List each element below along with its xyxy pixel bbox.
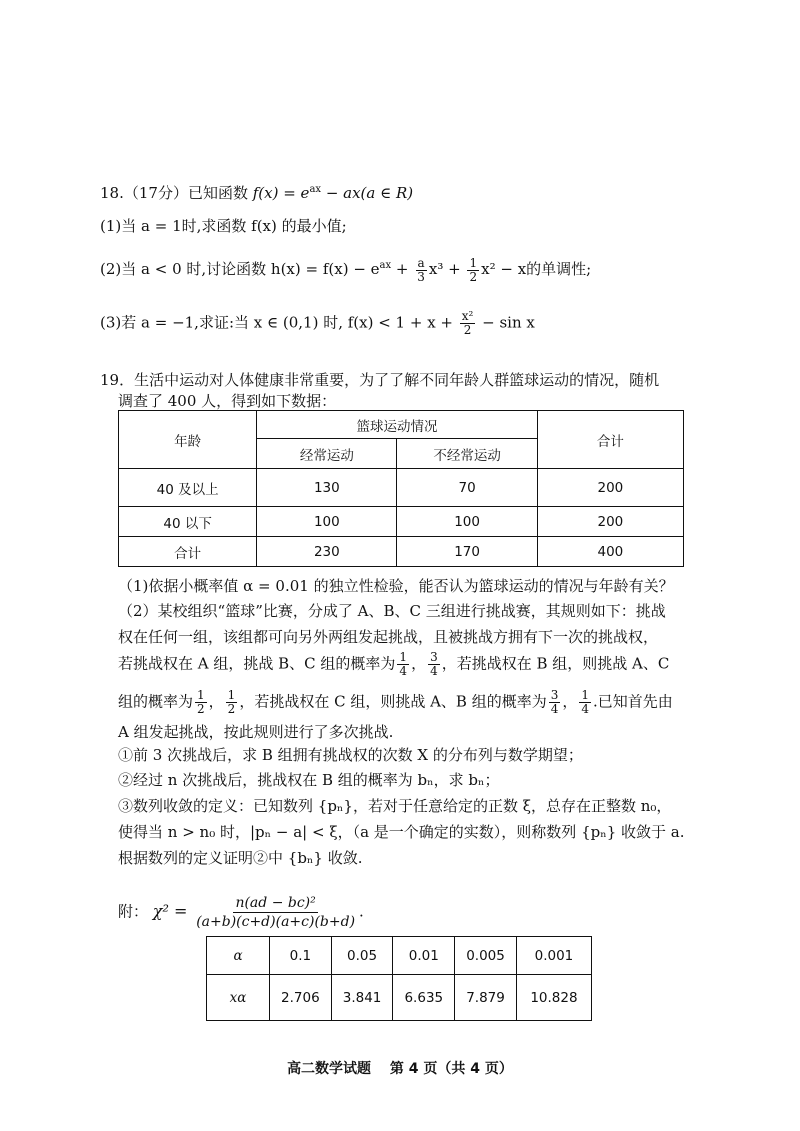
frac-den: 2 bbox=[469, 269, 478, 284]
q19-c2: ②经过 n 次挑战后，挑战权在 B 组的概率为 bₙ，求 bₙ； bbox=[118, 771, 500, 789]
th-age: 年龄 bbox=[119, 411, 257, 469]
frac-den: 2 bbox=[197, 702, 205, 716]
critical-value-table bbox=[206, 936, 592, 1021]
cell-not: 70 bbox=[397, 469, 537, 507]
frac-num: 1 bbox=[227, 688, 236, 702]
q19-line1: 19．生活中运动对人体健康非常重要，为了了解不同年龄人群篮球运动的情况，随机 bbox=[100, 371, 660, 389]
chi-end: . bbox=[359, 902, 364, 921]
q18-part2-frac2 bbox=[467, 257, 479, 284]
q18-part2-c: x³ + bbox=[428, 260, 466, 278]
q18-part2-a: (2)当 a < 0 时,讨论函数 h(x) = f(x) − e bbox=[100, 260, 380, 278]
q19-c1: ①前 3 次挑战后，求 B 组拥有挑战权的次数 X 的分布列与数学期望； bbox=[118, 746, 583, 764]
x-cell: 3.841 bbox=[331, 975, 393, 1021]
frac-num: 1 bbox=[197, 688, 205, 702]
alpha-cell: 0.1 bbox=[270, 937, 332, 975]
text: ，若挑战权在 C 组，则挑战 A、B 组的概率为 bbox=[239, 692, 547, 711]
q19-line2: 调查了 400 人，得到如下数据： bbox=[118, 392, 337, 410]
frac-num: 1 bbox=[399, 650, 408, 664]
q18-part3 bbox=[100, 310, 535, 337]
cell-often: 230 bbox=[257, 537, 397, 567]
x-cell: 7.879 bbox=[455, 975, 517, 1021]
frac bbox=[195, 689, 207, 716]
cell-not: 170 bbox=[397, 537, 537, 567]
frac-num: x² bbox=[461, 309, 474, 323]
table-row bbox=[119, 507, 684, 537]
q18-func-tail: − ax(a ∈ R) bbox=[321, 184, 414, 202]
text: .已知首先由 bbox=[593, 692, 673, 711]
table-row bbox=[207, 975, 592, 1021]
q19-c3-l2: 使得当 n > n₀ 时，|pₙ − a| < ξ，（a 是一个确定的实数），则称数列 {pₙ} 收敛于 a. bbox=[118, 823, 685, 841]
q19-p2-l4 bbox=[118, 689, 673, 716]
q18-header bbox=[100, 180, 413, 203]
cell-total: 200 bbox=[537, 469, 683, 507]
x-label: xα bbox=[207, 975, 270, 1021]
q18-part3-b: − sin x bbox=[477, 313, 535, 332]
th-often: 经常运动 bbox=[257, 439, 397, 469]
q18-part2 bbox=[100, 256, 591, 284]
frac-den: 3 bbox=[417, 269, 425, 284]
q18-part2-exp: ax bbox=[379, 260, 392, 271]
frac bbox=[226, 689, 238, 716]
q19-c3-l3: 根据数列的定义证明②中 {bₙ} 收敛. bbox=[118, 849, 363, 867]
frac bbox=[549, 689, 561, 716]
q18-part2-frac1 bbox=[415, 257, 427, 284]
cell-often: 100 bbox=[257, 507, 397, 537]
frac bbox=[428, 651, 440, 678]
q19-p2-l2: 权在任何一组，该组都可向另外两组发起挑战，且被挑战方拥有下一次的挑战权， bbox=[118, 628, 659, 646]
survey-table bbox=[118, 410, 684, 567]
cell-often: 130 bbox=[257, 469, 397, 507]
q18-exp: ax bbox=[309, 184, 322, 195]
cell-age: 40 以下 bbox=[119, 507, 257, 537]
x-cell: 6.635 bbox=[393, 975, 455, 1021]
q18-part2-d: x² − x的单调性; bbox=[481, 260, 592, 278]
frac bbox=[579, 689, 591, 716]
frac-num: 1 bbox=[581, 688, 590, 702]
frac-den: 4 bbox=[550, 702, 559, 716]
frac-num: a bbox=[417, 255, 425, 270]
frac-den: 2 bbox=[227, 702, 236, 716]
cell-age: 合计 bbox=[119, 537, 257, 567]
cell-total: 200 bbox=[537, 507, 683, 537]
q18-part3-frac bbox=[460, 310, 476, 337]
text: 组的概率为 bbox=[118, 692, 194, 711]
frac-num: 3 bbox=[430, 650, 438, 664]
table-row bbox=[207, 937, 592, 975]
frac-den: 4 bbox=[581, 702, 590, 716]
frac-num: 3 bbox=[550, 688, 559, 702]
q18-func: f(x) = e bbox=[252, 184, 310, 202]
text: ，若挑战权在 B 组，则挑战 A、C bbox=[441, 654, 670, 673]
text: ， bbox=[562, 692, 578, 711]
frac bbox=[397, 651, 409, 678]
chi-num: n(ad − bc)² bbox=[235, 895, 316, 911]
alpha-cell: 0.005 bbox=[455, 937, 517, 975]
q19-p1: （1)依据小概率值 α = 0.01 的独立性检验，能否认为篮球运动的情况与年龄有关？ bbox=[118, 577, 674, 595]
frac-den: 4 bbox=[399, 664, 408, 678]
q18-part2-b: + bbox=[391, 260, 414, 278]
q18-part3-a: (3)若 a = −1,求证:当 x ∈ (0,1) 时, f(x) < 1 + x + bbox=[100, 313, 458, 332]
cell-not: 100 bbox=[397, 507, 537, 537]
frac-den: 4 bbox=[430, 664, 438, 678]
x-cell: 10.828 bbox=[516, 975, 591, 1021]
cell-total: 400 bbox=[537, 537, 683, 567]
table-row bbox=[119, 469, 684, 507]
q19-p2-l1: （2）某校组织“篮球”比赛，分成了 A、B、C 三组进行挑战赛，其规则如下：挑战 bbox=[118, 602, 666, 620]
appendix-label: 附： bbox=[118, 902, 149, 921]
q18-header-text: 18.（17分）已知函数 bbox=[100, 184, 248, 202]
q19-p2-l3 bbox=[118, 651, 669, 678]
table-row bbox=[119, 537, 684, 567]
q19-c3-l1: ③数列收敛的定义：已知数列 {pₙ}，若对于任意给定的正数 ξ，总存在正整数 n₀， bbox=[118, 797, 672, 815]
text: ， bbox=[208, 692, 224, 711]
frac-num: 1 bbox=[469, 255, 478, 270]
x-cell: 2.706 bbox=[270, 975, 332, 1021]
cell-age: 40 及以上 bbox=[119, 469, 257, 507]
th-total: 合计 bbox=[537, 411, 683, 469]
alpha-cell: 0.001 bbox=[516, 937, 591, 975]
page-footer: 高二数学试题 第 4 页（共 4 页） bbox=[287, 1061, 513, 1077]
alpha-label: α bbox=[207, 937, 270, 975]
q19-p2-l5: A 组发起挑战，按此规则进行了多次挑战. bbox=[118, 723, 394, 741]
appendix bbox=[118, 894, 364, 931]
frac-den: 2 bbox=[463, 323, 472, 337]
text: ， bbox=[411, 654, 427, 673]
alpha-cell: 0.01 bbox=[393, 937, 455, 975]
chi-frac bbox=[194, 894, 357, 931]
alpha-cell: 0.05 bbox=[331, 937, 393, 975]
q18-part1: (1)当 a = 1时,求函数 f(x) 的最小值; bbox=[100, 217, 347, 235]
th-group: 篮球运动情况 bbox=[257, 411, 538, 439]
th-not: 不经常运动 bbox=[397, 439, 537, 469]
chi-lhs: χ² = bbox=[152, 901, 188, 921]
chi-den: (a+b)(c+d)(a+c)(b+d) bbox=[196, 914, 356, 930]
text: 若挑战权在 A 组，挑战 B、C 组的概率为 bbox=[118, 654, 396, 673]
